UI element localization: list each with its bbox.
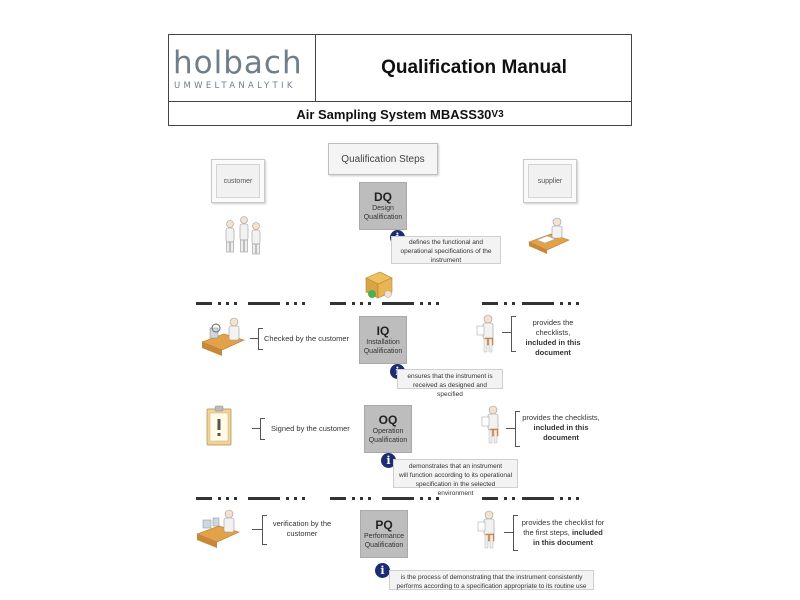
iq-customer-note: Checked by the customer <box>264 334 350 343</box>
oq-info-line3: specification in the selected environment <box>415 481 496 497</box>
supplier-box <box>523 159 577 203</box>
oq-customer-bracket <box>260 418 265 440</box>
pq-supplier-connector <box>504 532 513 533</box>
iq-inspection-icon <box>200 316 248 358</box>
delivery-box-icon <box>362 268 396 300</box>
pq-name-line1: Performance <box>363 533 405 540</box>
oq-supplier-connector <box>506 428 515 429</box>
pq-customer-line1: verification by the <box>272 519 332 528</box>
oq-supplier-bracket <box>515 411 520 447</box>
oq-clipboard-icon <box>205 405 235 449</box>
dq-name-line2: Qualification <box>363 214 403 221</box>
oq-supplier-line3: document <box>543 433 579 442</box>
iq-info-line2: received as designed and specified <box>412 382 488 398</box>
oq-supplier-person-icon <box>480 405 506 445</box>
iq-supplier-connector <box>502 332 511 333</box>
oq-supplier-note <box>522 413 600 443</box>
dq-info-box <box>391 236 501 264</box>
oq-box <box>364 405 412 453</box>
pq-customer-bracket <box>262 515 267 545</box>
customer-label: customer <box>216 164 260 198</box>
dq-info-line2: operational specifications of the <box>400 248 492 255</box>
iq-supplier-line1: provides the checklists, <box>532 318 574 337</box>
pq-supplier-line3: in this document <box>533 538 593 547</box>
pq-info-line2: performs according to a specification appropriate to its routine use <box>396 583 587 590</box>
oq-info-icon: i <box>381 453 396 468</box>
separator-line-1 <box>196 302 586 306</box>
pq-info-line1: is the process of demonstrating that the instrument consistently <box>400 574 583 581</box>
iq-supplier-line3: document <box>535 348 571 357</box>
company-logo-subtitle: UMWELTANALYTIK <box>174 81 296 91</box>
subtitle-version: V3 <box>491 108 504 120</box>
pq-customer-line2: customer <box>286 529 318 538</box>
oq-info-box <box>393 459 518 497</box>
oq-name-line2: Qualification <box>368 437 408 444</box>
subtitle-main: Air Sampling System MBASS30 <box>296 106 492 122</box>
pq-box <box>360 510 408 558</box>
customer-group-icon <box>220 214 266 260</box>
iq-supplier-line2: included in this <box>525 338 581 347</box>
oq-info-line2: will function according to its operational <box>398 472 513 479</box>
document-subtitle <box>169 101 631 127</box>
pq-verification-icon <box>195 508 243 550</box>
dq-name-line1: Design <box>372 205 394 212</box>
pq-customer-connector <box>252 529 262 530</box>
dq-info-line3: instrument <box>430 257 462 264</box>
company-logo: holbach <box>173 45 303 81</box>
supplier-label: supplier <box>528 164 572 198</box>
pq-name-line2: Qualification <box>364 542 404 549</box>
iq-customer-bracket <box>258 328 263 350</box>
iq-name-line2: Qualification <box>363 348 403 355</box>
iq-customer-connector <box>250 338 258 339</box>
oq-customer-note: Signed by the customer <box>271 424 350 433</box>
oq-code: OQ <box>378 413 398 427</box>
pq-supplier-bracket <box>513 515 518 551</box>
iq-name-line1: Installation <box>366 339 400 346</box>
pq-info-box <box>389 570 594 590</box>
document-header <box>168 34 632 126</box>
iq-supplier-bracket <box>511 316 516 352</box>
iq-info-line1: ensures that the instrument is <box>407 373 493 380</box>
document-title: Qualification Manual <box>381 57 567 78</box>
dq-code: DQ <box>374 190 392 204</box>
iq-code: IQ <box>376 324 390 338</box>
dq-info-line1: defines the functional and <box>408 239 484 246</box>
iq-supplier-person-icon <box>475 314 501 354</box>
pq-info-icon: i <box>375 563 390 578</box>
qualification-steps-title: Qualification Steps <box>328 143 438 175</box>
pq-customer-note <box>269 519 335 539</box>
separator-line-2 <box>196 497 586 501</box>
customer-box <box>211 159 265 203</box>
pq-supplier-person-icon <box>476 510 502 550</box>
pq-supplier-line1: provides the checklist for <box>521 518 605 527</box>
pq-supplier-note <box>520 518 606 548</box>
oq-supplier-line1: provides the checklists, <box>522 413 600 422</box>
iq-box <box>359 316 407 364</box>
iq-info-box <box>397 369 503 398</box>
iq-supplier-note <box>518 318 588 358</box>
oq-info-line1: demonstrates that an instrument <box>408 463 503 470</box>
pq-code: PQ <box>375 518 393 532</box>
pq-supplier-line2: the first steps, included <box>523 528 603 537</box>
oq-name-line1: Operation <box>372 428 404 435</box>
oq-customer-connector <box>252 428 260 429</box>
dq-box <box>359 182 407 230</box>
supplier-desk-icon <box>527 214 571 254</box>
oq-supplier-line2: included in this <box>533 423 589 432</box>
